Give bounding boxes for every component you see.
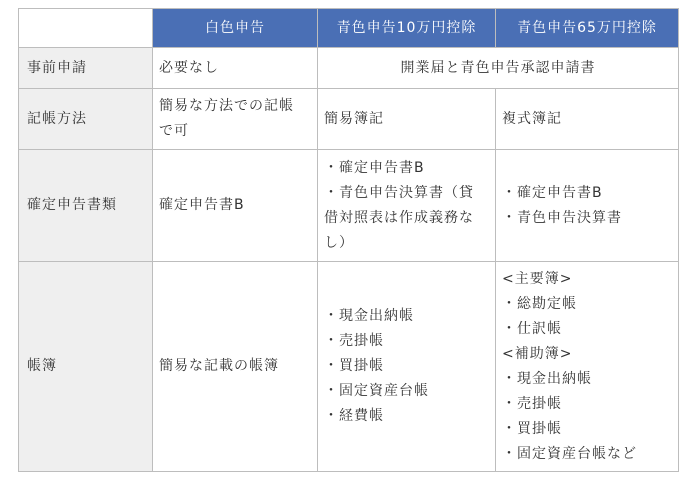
row-label-advance-application: 事前申請 bbox=[19, 48, 153, 89]
cell-blue10-bookkeeping-method: 簡易簿記 bbox=[318, 89, 496, 150]
cell-line: ・確定申告書B bbox=[324, 159, 425, 176]
header-blue-return-100k: 青色申告10万円控除 bbox=[318, 9, 496, 48]
cell-line: ・売掛帳 bbox=[324, 333, 384, 349]
header-corner-cell bbox=[19, 9, 153, 48]
cell-line: ・現金出納帳 bbox=[324, 308, 414, 324]
cell-line: <主要簿> bbox=[502, 270, 573, 287]
header-row bbox=[19, 9, 679, 48]
cell-white-ledgers: 簡易な記載の帳簿 bbox=[153, 262, 318, 472]
cell-line: ・仕訳帳 bbox=[502, 320, 562, 337]
cell-blue65-filing-documents bbox=[496, 150, 679, 262]
cell-blue-advance-application: 開業届と青色申告承認申請書 bbox=[318, 48, 679, 89]
cell-line: <補助簿> bbox=[502, 345, 573, 362]
row-label-bookkeeping-method: 記帳方法 bbox=[19, 89, 153, 150]
cell-line: ・現金出納帳 bbox=[502, 370, 592, 387]
cell-line: ・買掛帳 bbox=[502, 420, 562, 437]
cell-blue10-ledgers bbox=[318, 262, 496, 472]
cell-white-advance-application: 必要なし bbox=[153, 48, 318, 89]
table-row-advance-application bbox=[19, 48, 679, 89]
row-label-ledgers: 帳簿 bbox=[19, 262, 153, 472]
cell-blue10-filing-documents bbox=[318, 150, 496, 262]
cell-white-bookkeeping-method bbox=[153, 89, 318, 150]
cell-line: ・青色申告決算書（貸 bbox=[324, 184, 474, 201]
cell-line: ・固定資産台帳 bbox=[324, 383, 429, 399]
row-label-filing-documents: 確定申告書類 bbox=[19, 150, 153, 262]
table-row-filing-documents bbox=[19, 150, 679, 262]
cell-line: ・青色申告決算書 bbox=[502, 209, 622, 226]
table-row-ledgers bbox=[19, 262, 679, 472]
cell-line: ・総勘定帳 bbox=[502, 295, 577, 312]
cell-line: ・確定申告書B bbox=[502, 184, 603, 201]
cell-line: 借対照表は作成義務な bbox=[324, 209, 474, 226]
table-row-bookkeeping-method bbox=[19, 89, 679, 150]
cell-line: ・売掛帳 bbox=[502, 395, 562, 412]
cell-blue65-bookkeeping-method: 複式簿記 bbox=[496, 89, 679, 150]
cell-line: ・固定資産台帳など bbox=[502, 445, 637, 462]
cell-white-filing-documents: 確定申告書B bbox=[153, 150, 318, 262]
header-blue-return-650k: 青色申告65万円控除 bbox=[496, 9, 679, 48]
cell-line: で可 bbox=[159, 123, 189, 139]
tax-filing-comparison-table bbox=[18, 8, 679, 472]
header-white-return: 白色申告 bbox=[153, 9, 318, 48]
cell-line: ・買掛帳 bbox=[324, 358, 384, 374]
cell-line: ・経費帳 bbox=[324, 408, 384, 424]
cell-line: し） bbox=[324, 234, 354, 251]
cell-blue65-ledgers bbox=[496, 262, 679, 472]
cell-line: 簡易な方法での記帳 bbox=[159, 98, 294, 114]
